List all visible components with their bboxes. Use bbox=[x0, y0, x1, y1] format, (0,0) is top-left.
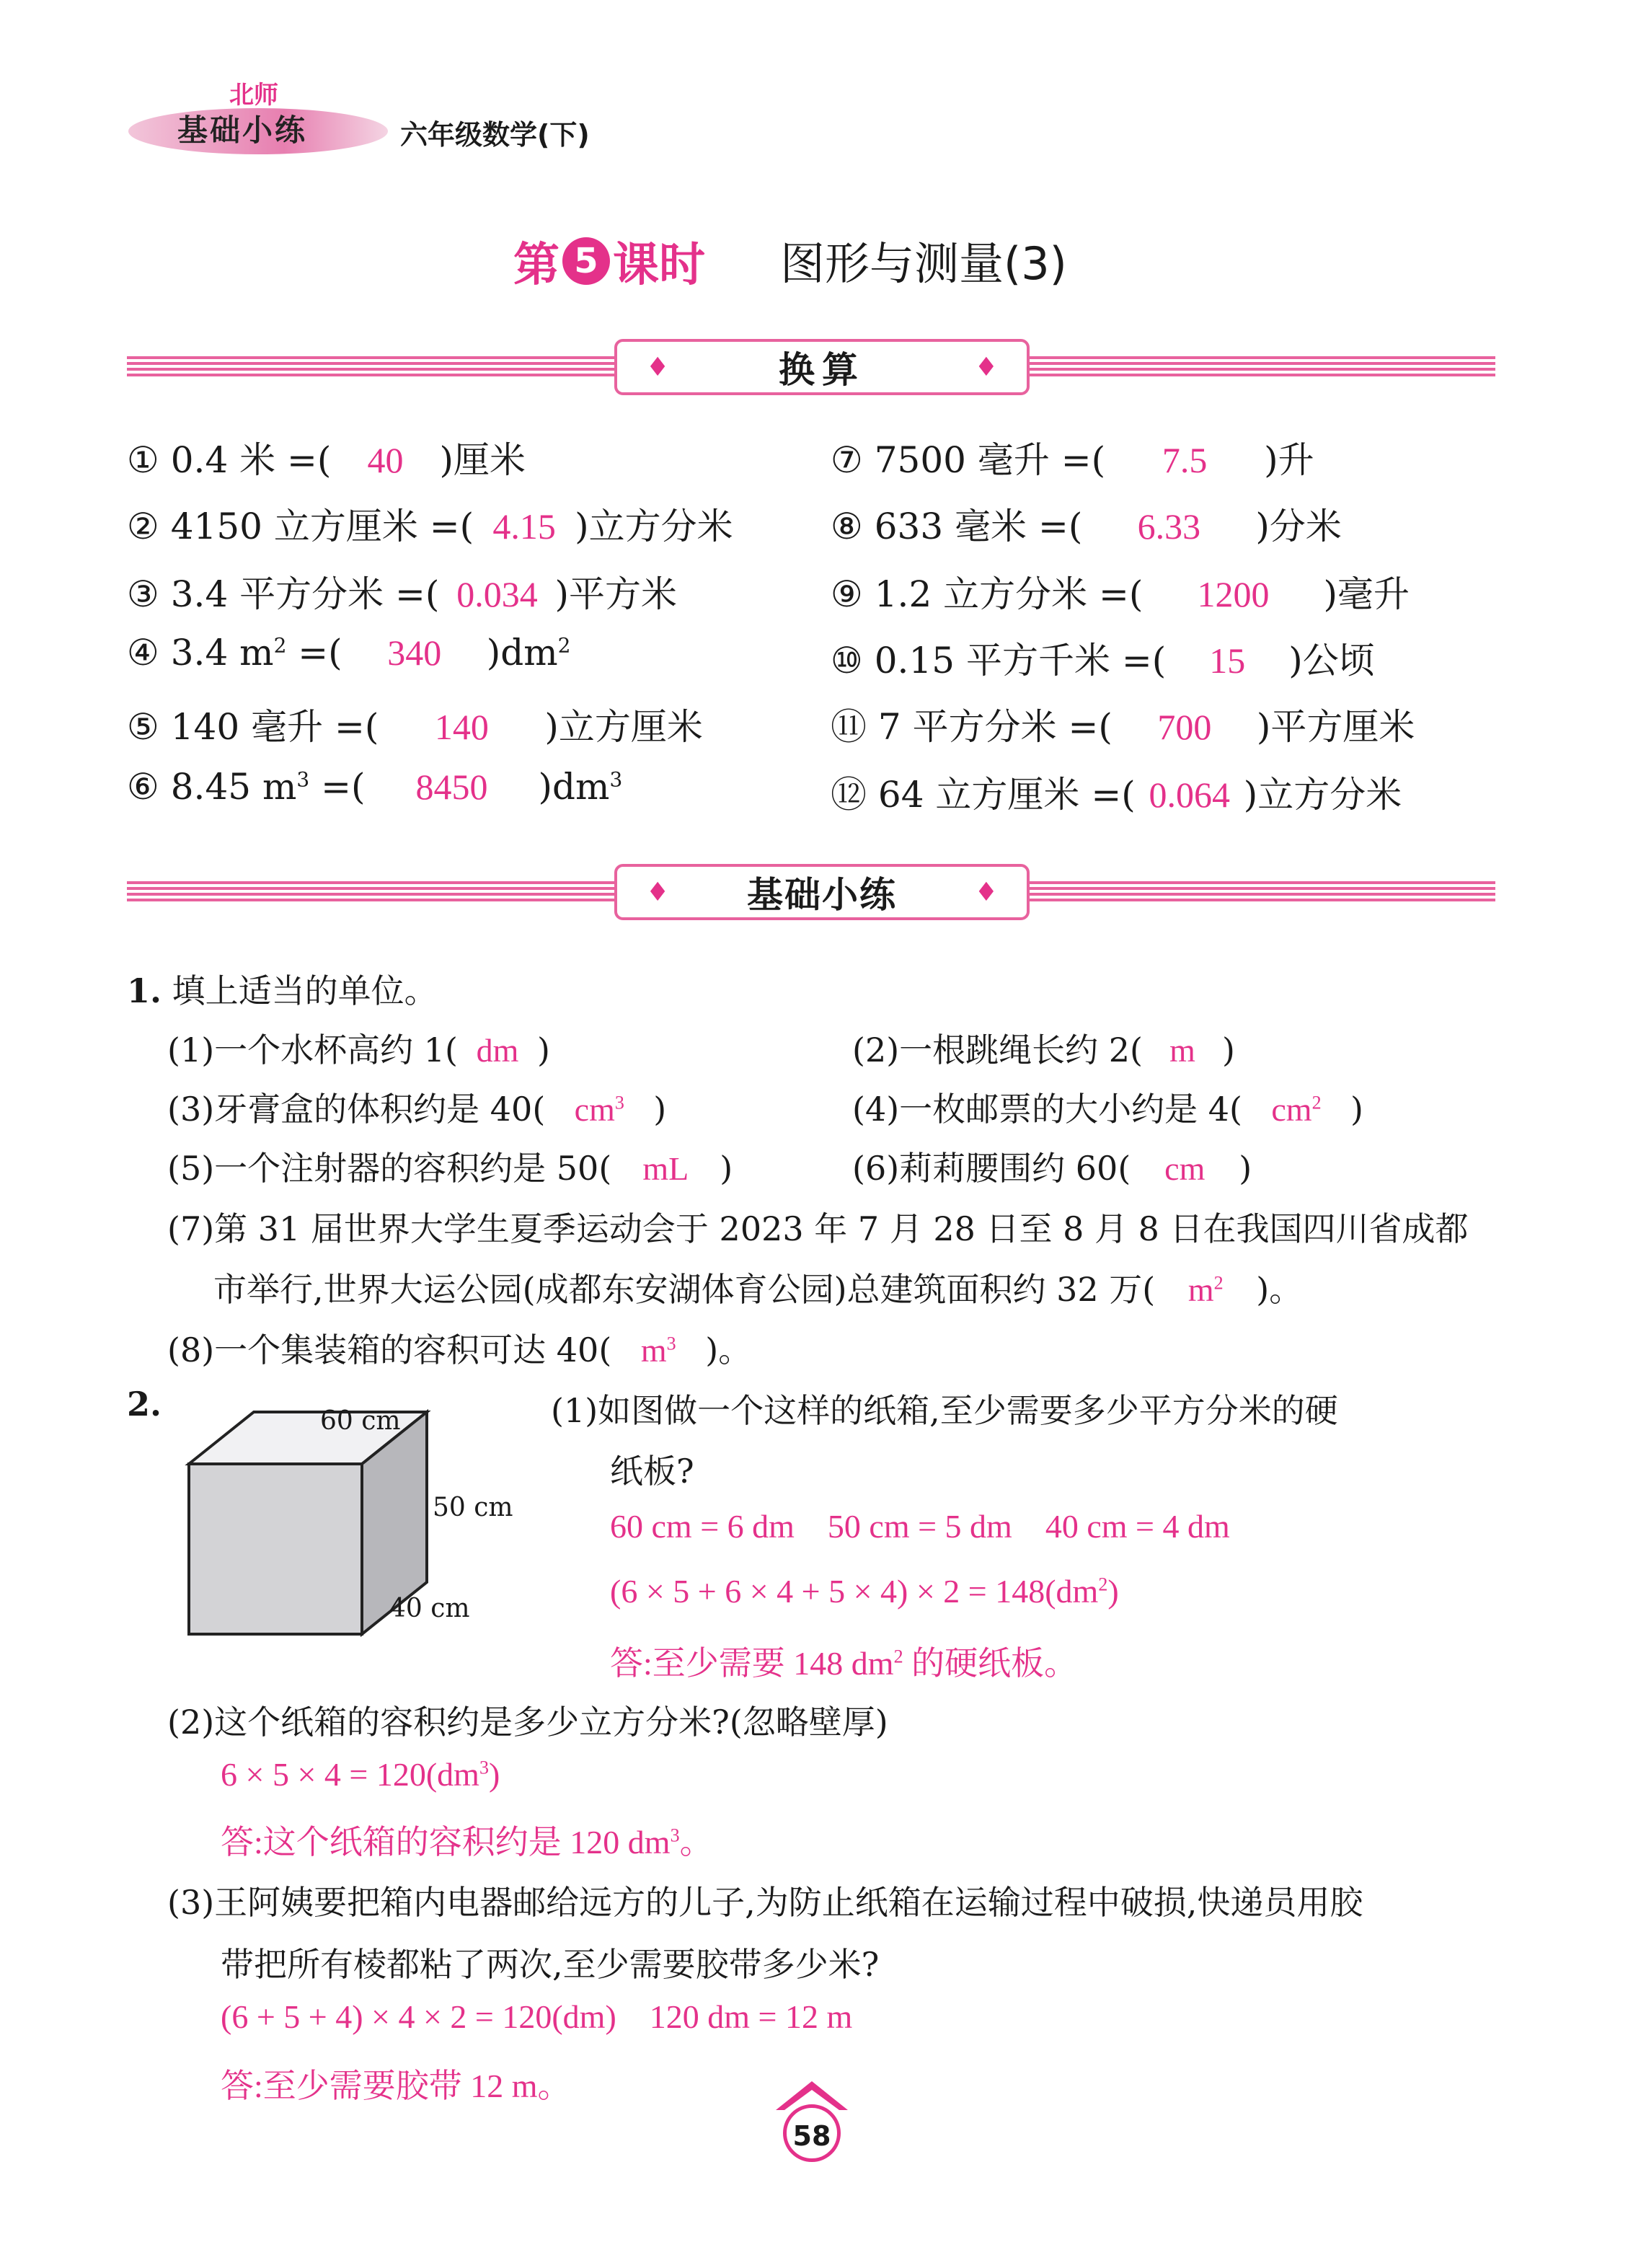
answer-superscript: 2 bbox=[1213, 1272, 1224, 1294]
q1-item-2 bbox=[852, 1024, 1235, 1072]
q2-part2-question: (2)这个纸箱的容积约是多少立方分米?(忽略壁厚) bbox=[167, 1703, 888, 1742]
question-text: 7500 毫升 =( bbox=[874, 439, 1106, 481]
paren: ) bbox=[653, 1090, 667, 1129]
question-text: 4150 立方厘米 =( bbox=[170, 506, 474, 547]
question-text: 填上适当的单位。 bbox=[172, 971, 438, 1010]
question-text: 140 毫升 =( bbox=[170, 706, 379, 748]
section-title: 基础小练 bbox=[747, 874, 897, 916]
q1-item-8 bbox=[167, 1324, 751, 1372]
diamond-icon: ♦ bbox=[974, 877, 998, 907]
answer: cm bbox=[1164, 1150, 1205, 1187]
question-text: 7 平方分米 =( bbox=[877, 706, 1112, 748]
q2-part2-answer-1 bbox=[221, 1755, 500, 1793]
unit-text: )dm bbox=[486, 632, 558, 674]
question-text: (2)一根跳绳长约 2( bbox=[852, 1031, 1143, 1069]
q1-item-6 bbox=[852, 1142, 1252, 1190]
question-text: 3.4 m bbox=[170, 632, 274, 674]
diamond-icon: ♦ bbox=[646, 352, 670, 382]
item-number: ⑩ bbox=[831, 640, 863, 681]
answer: 6.33 bbox=[1137, 506, 1201, 547]
item-number: ⑥ bbox=[127, 766, 159, 808]
answer: 6 × 5 × 4 = 120(dm bbox=[221, 1756, 479, 1793]
unit-text: )公顷 bbox=[1288, 640, 1375, 681]
q2-part1-line2: 纸板? bbox=[610, 1452, 694, 1491]
q2-part1-line1: (1)如图做一个这样的纸箱,至少需要多少平方分米的硬 bbox=[551, 1391, 1338, 1430]
paren: ) bbox=[537, 1031, 550, 1069]
page-number: 58 bbox=[783, 2104, 841, 2162]
answer: 40 bbox=[367, 440, 404, 480]
unit-text: )升 bbox=[1264, 439, 1314, 481]
q2-part3-answer-1: (6 + 5 + 4) × 4 × 2 = 120(dm) 120 dm = 12 m bbox=[221, 1998, 853, 2035]
answer: 答:至少需要 148 dm bbox=[610, 1645, 894, 1682]
item-number: ⑪ bbox=[831, 706, 867, 748]
unit-text: )立方分米 bbox=[575, 506, 733, 547]
paren: ) bbox=[1222, 1031, 1235, 1069]
item-number: ⑨ bbox=[831, 573, 863, 615]
q2-part3-line1: (3)王阿姨要把箱内电器邮给远方的儿子,为防止纸箱在运输过程中破损,快递员用胶 bbox=[167, 1883, 1363, 1922]
answer: cm bbox=[1271, 1091, 1312, 1128]
question-2-number: 2. bbox=[127, 1385, 162, 1424]
superscript: 2 bbox=[273, 633, 287, 658]
item-number: ② bbox=[127, 506, 159, 547]
answer: 答:这个纸箱的容积约是 120 dm bbox=[221, 1824, 671, 1861]
lesson-title: 图形与测量(3) bbox=[780, 237, 1067, 290]
answer: cm bbox=[574, 1091, 615, 1128]
superscript: 3 bbox=[296, 767, 310, 792]
unit-text: )厘米 bbox=[439, 439, 526, 481]
item-number: ④ bbox=[127, 632, 159, 674]
item-number: ⑤ bbox=[127, 706, 159, 748]
conversion-item-3 bbox=[127, 565, 677, 617]
answer: ) bbox=[488, 1756, 500, 1793]
paren: )。 bbox=[1256, 1270, 1303, 1309]
question-text: 64 立方厘米 =( bbox=[877, 774, 1136, 816]
answer-superscript: 2 bbox=[1311, 1092, 1322, 1113]
answer: 的硬纸板。 bbox=[903, 1645, 1078, 1682]
question-text: 3.4 平方分米 =( bbox=[170, 573, 440, 615]
dimension-label-length: 60 cm bbox=[320, 1406, 401, 1436]
question-1-stem bbox=[127, 965, 438, 1012]
q1-item-5 bbox=[167, 1142, 733, 1190]
question-text: (6)莉莉腰围约 60( bbox=[852, 1149, 1131, 1188]
answer: mL bbox=[642, 1150, 689, 1187]
question-text: (3)牙膏盒的体积约是 40( bbox=[167, 1090, 546, 1129]
answer: 4.15 bbox=[492, 506, 556, 547]
lesson-number bbox=[513, 228, 705, 294]
answer: ) bbox=[1107, 1573, 1119, 1610]
answer: m bbox=[640, 1332, 667, 1369]
question-text: (8)一个集装箱的容积可达 40( bbox=[167, 1331, 612, 1369]
diamond-icon: ♦ bbox=[974, 352, 998, 382]
brand-main-label: 基础小练 bbox=[177, 112, 308, 148]
answer: 15 bbox=[1209, 640, 1246, 681]
answer: 340 bbox=[387, 632, 442, 673]
question-text: (1)一个水杯高约 1( bbox=[167, 1031, 458, 1069]
superscript: 3 bbox=[609, 767, 623, 792]
q1-item-1 bbox=[167, 1024, 550, 1072]
dimension-label-width: 40 cm bbox=[389, 1594, 470, 1623]
answer-superscript: 2 bbox=[893, 1646, 903, 1667]
item-number: ⑧ bbox=[831, 506, 863, 547]
question-number: 1. bbox=[127, 971, 162, 1010]
answer-superscript: 3 bbox=[479, 1757, 489, 1778]
item-number: ⑫ bbox=[831, 774, 867, 816]
q2-part3-line2: 带把所有棱都粘了两次,至少需要胶带多少米? bbox=[221, 1945, 880, 1984]
paren: ) bbox=[1239, 1149, 1252, 1188]
question-text: 0.15 平方千米 =( bbox=[874, 640, 1167, 681]
conversion-item-8 bbox=[831, 498, 1342, 550]
section-header-practice bbox=[614, 864, 1030, 920]
paren: ) bbox=[1350, 1090, 1363, 1129]
answer: 8450 bbox=[415, 767, 488, 807]
question-text: 633 毫米 =( bbox=[874, 506, 1083, 547]
lesson-prefix: 第 bbox=[513, 239, 559, 292]
diamond-icon: ♦ bbox=[646, 877, 670, 907]
question-text: (5)一个注射器的容积约是 50( bbox=[167, 1149, 612, 1188]
answer-superscript: 3 bbox=[666, 1333, 676, 1354]
question-text: 市举行,世界大运公园(成都东安湖体育公园)总建筑面积约 32 万( bbox=[213, 1270, 1156, 1309]
question-text: 1.2 立方分米 =( bbox=[874, 573, 1143, 615]
q2-part3-answer-2: 答:至少需要胶带 12 m。 bbox=[221, 2068, 571, 2104]
conversion-item-5 bbox=[127, 698, 703, 750]
answer: m bbox=[1169, 1032, 1195, 1069]
conversion-item-10 bbox=[831, 632, 1375, 684]
conversion-item-4 bbox=[127, 632, 570, 674]
answer: 0.064 bbox=[1149, 775, 1230, 815]
answer: 1200 bbox=[1197, 574, 1270, 614]
dimension-label-height: 50 cm bbox=[433, 1493, 513, 1522]
answer: dm bbox=[476, 1032, 519, 1069]
question-text: =( bbox=[309, 766, 366, 808]
q1-item-4 bbox=[852, 1083, 1363, 1131]
unit-text: )毫升 bbox=[1323, 573, 1410, 615]
answer-superscript: 3 bbox=[614, 1092, 624, 1113]
q2-part1-answer-1: 60 cm = 6 dm 50 cm = 5 dm 40 cm = 4 dm bbox=[610, 1508, 1230, 1545]
answer: 7.5 bbox=[1162, 440, 1208, 480]
box-front-face bbox=[189, 1464, 362, 1634]
answer: 140 bbox=[434, 707, 489, 747]
q2-part2-answer-2 bbox=[221, 1816, 713, 1863]
unit-text: )立方分米 bbox=[1243, 774, 1402, 816]
section-header-conversion bbox=[614, 339, 1030, 395]
q1-item-3 bbox=[167, 1083, 666, 1131]
question-text: =( bbox=[286, 632, 342, 674]
q1-item-7-line1: (7)第 31 届世界大学生夏季运动会于 2023 年 7 月 28 日至 8 月 8 日在我国四川省成都 bbox=[167, 1209, 1469, 1248]
grade-label: 六年级数学(下) bbox=[400, 119, 590, 151]
q2-part1-answer-2 bbox=[610, 1572, 1119, 1610]
answer: m bbox=[1187, 1271, 1214, 1308]
conversion-item-12 bbox=[831, 766, 1402, 818]
item-number: ① bbox=[127, 439, 159, 481]
q2-part1-answer-3 bbox=[610, 1637, 1077, 1685]
answer: 0.034 bbox=[456, 574, 538, 614]
unit-text: )平方米 bbox=[554, 573, 677, 615]
answer: (6 × 5 + 6 × 4 + 5 × 4) × 2 = 148(dm bbox=[610, 1573, 1099, 1610]
brand-top-label: 北师 bbox=[229, 81, 278, 110]
paren: ) bbox=[720, 1149, 733, 1188]
unit-text: )分米 bbox=[1255, 506, 1342, 547]
q1-item-7-line2 bbox=[213, 1263, 1302, 1311]
superscript: 2 bbox=[557, 633, 571, 658]
item-number: ⑦ bbox=[831, 439, 863, 481]
conversion-item-11 bbox=[831, 698, 1415, 750]
conversion-item-9 bbox=[831, 565, 1410, 617]
unit-text: )立方厘米 bbox=[544, 706, 703, 748]
lesson-suffix: 课时 bbox=[613, 239, 705, 292]
unit-text: )dm bbox=[538, 766, 610, 808]
answer: 。 bbox=[679, 1824, 713, 1861]
answer: 700 bbox=[1157, 707, 1212, 747]
conversion-item-7 bbox=[831, 431, 1314, 483]
answer-superscript: 2 bbox=[1098, 1574, 1108, 1595]
conversion-item-2 bbox=[127, 498, 733, 550]
answer-superscript: 3 bbox=[670, 1824, 680, 1846]
question-text: (4)一枚邮票的大小约是 4( bbox=[852, 1090, 1242, 1129]
paren: )。 bbox=[705, 1331, 752, 1369]
conversion-item-1 bbox=[127, 431, 526, 483]
question-text: 8.45 m bbox=[170, 766, 297, 808]
conversion-item-6 bbox=[127, 766, 622, 808]
question-text: 0.4 米 =( bbox=[170, 439, 332, 481]
lesson-number-circle: 5 bbox=[562, 237, 610, 285]
unit-text: )平方厘米 bbox=[1256, 706, 1415, 748]
item-number: ③ bbox=[127, 573, 159, 615]
section-title: 换算 bbox=[779, 349, 865, 391]
